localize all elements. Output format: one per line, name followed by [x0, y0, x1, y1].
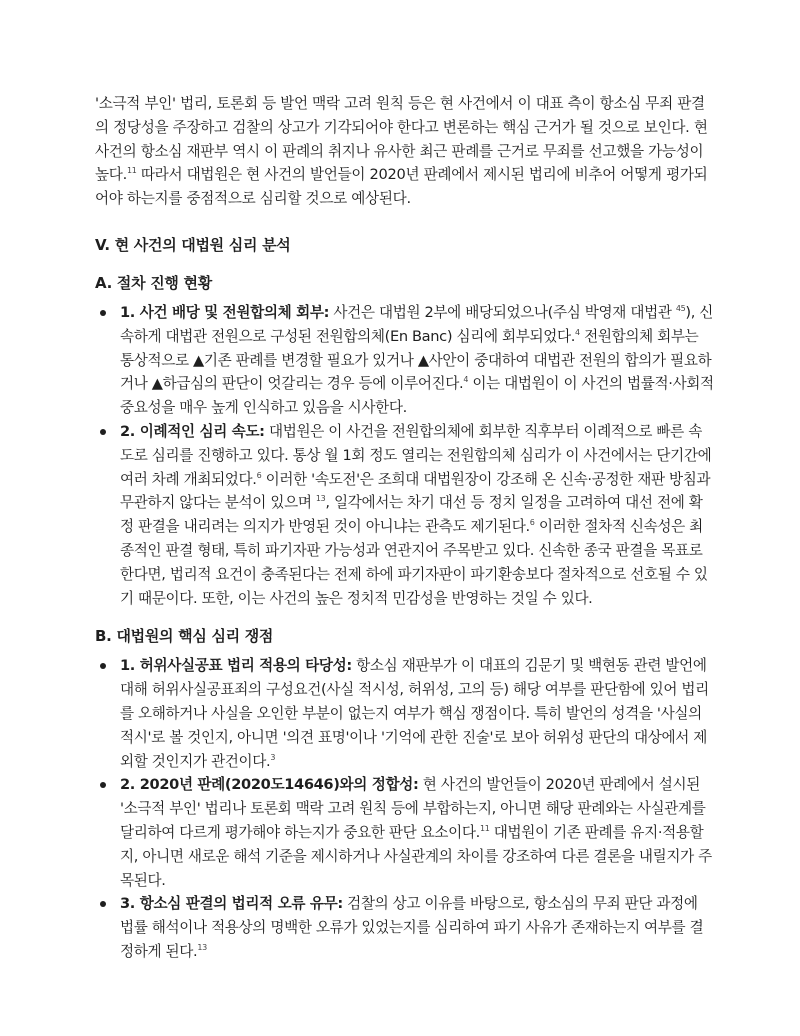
item-label: 2. 2020년 판례(2020도14646)와의 정합성:: [120, 776, 419, 794]
item-text: 이러한 절차적 신속성은 최종적인 판결 형태, 특히 파기자판 가능성과 연관지어 주목받고 있다. 신속한 종국 판결을 목표로 한다면, 법리적 요건이 충족된다는 전제 하에 파기자판이 파기환송보다 절차적으로 선호될 수 있기 때문이다. 또한, 이는 사건의 높은 정치적 민감성을 반영하는 것일 수 있다.: [120, 518, 708, 607]
footnote-ref[interactable]: 6: [529, 518, 535, 528]
bullet-icon: [100, 782, 106, 788]
item-text: 대법원은 이 사건을 전원합의체에 회부한 직후부터 이례적으로 빠른 속도로 심리를 진행하고 있다. 통상 월 1회 정도 열리는 전원합의체 심리가 이 사건에서는 단기간에 여러 차례 개최되었다.: [120, 422, 712, 488]
bullet-icon: [100, 429, 106, 435]
section-a-list: [95, 301, 715, 610]
bullet-icon: [100, 663, 106, 669]
section-a-heading: A. 절차 진행 현황: [95, 273, 212, 292]
item-text: 대법원이 기존 판례를 유지·적용할지, 아니면 새로운 해석 기준을 제시하거나 사실관계의 차이를 강조하여 다른 결론을 내릴지가 주목된다.: [120, 823, 712, 889]
item-label: 1. 허위사실공표 법리 적용의 타당성:: [120, 657, 352, 675]
item-text: 전원합의체 회부는 통상적으로 ▲기존 판례를 변경할 필요가 있거나 ▲사안이 중대하여 대법관 전원의 합의가 필요하거나 ▲하급심의 판단이 엇갈리는 경우 등에 이루어진다.: [120, 327, 712, 393]
bullet-icon: [100, 310, 106, 316]
section-b-heading: B. 대법원의 핵심 심리 쟁점: [95, 627, 274, 646]
footnote-ref[interactable]: 13: [315, 494, 326, 504]
footnote-ref[interactable]: 45: [675, 304, 686, 314]
item-label: 2. 이례적인 심리 속도:: [120, 422, 265, 440]
list-item: [95, 654, 715, 773]
item-text: ), 신속하게 대법관 전원으로 구성된 전원합의체(En Banc) 심리에 회부되었다.: [120, 303, 714, 345]
list-item: [95, 773, 715, 892]
footnote-ref[interactable]: 11: [479, 824, 490, 834]
item-text: , 일각에서는 차기 대선 등 정치 일정을 고려하여 대선 전에 확정 판결을 내리려는 의지가 반영된 것이 아니냐는 관측도 제기된다.: [120, 494, 703, 536]
item-text: 이러한 '속도전'은 조희대 대법원장이 강조해 온 신속·공정한 재판 방침과 무관하지 않다는 분석이 있으며: [120, 470, 711, 512]
footnote-ref[interactable]: 4: [575, 327, 580, 337]
item-text: 검찰의 상고 이유를 바탕으로, 항소심의 무죄 판단 과정에 법률 해석이나 적용상의 명백한 오류가 있었는지를 심리하여 파기 사유가 존재하는지 여부를 결정하게 된다.: [120, 895, 704, 960]
intro-text: 따라서 대법원은 현 사건의 발언들이 2020년 판례에서 제시된 법리에 비추어 어떻게 평가되어야 하는지를 중점적으로 심리할 것으로 예상된다.: [95, 166, 708, 208]
section-v-heading: V. 현 사건의 대법원 심리 분석: [95, 235, 291, 254]
intro-text: '소극적 부인' 법리, 토론회 등 발언 맥락 고려 원칙 등은 현 사건에서 이 대표 측이 항소심 무죄 판결의 정당성을 주장하고 검찰의 상고가 기각되어야 한다고 변론하는 핵심 근거가 될 것으로 보인다. 현 사건의 항소심 재판부 역시 이 판례의 취지나 유사한 최근 판례를 근거로 무죄를 선고했을 가능성이 높다.: [95, 95, 708, 184]
item-text: 항소심 재판부가 이 대표의 김문기 및 백현동 관련 발언에 대해 허위사실공표죄의 구성요건(사실 적시성, 허위성, 고의 등) 해당 여부를 판단함에 있어 법리를 오해하거나 사실을 오인한 부분이 없는지 여부가 핵심 쟁점이다. 특히 발언의 성격을 '사실의 적시'로 볼 것인지, 아니면 '의견 표명'이나 '기억에 관한 진술'로 보아 허위성 판단의 대상에서 제외할 것인지가 관건이다.: [120, 657, 709, 770]
intro-paragraph: [95, 92, 715, 211]
bullet-icon: [100, 901, 106, 907]
item-text: 현 사건의 발언들이 2020년 판례에서 설시된 '소극적 부인' 법리나 토론회 맥락 고려 원칙 등에 부합하는지, 아니면 해당 판례와는 사실관계를 달리하여 다르게 평가해야 하는지가 중요한 판단 요소이다.: [120, 776, 706, 841]
footnote-ref[interactable]: 4: [463, 375, 469, 385]
item-label: 1. 사건 배당 및 전원합의체 회부:: [120, 303, 330, 321]
footnote-ref[interactable]: 6: [256, 470, 262, 480]
section-b-list: [95, 654, 715, 963]
footnote-ref[interactable]: 11: [126, 166, 137, 176]
list-item: [95, 301, 715, 420]
item-text: 사건은 대법원 2부에 배당되었으나(주심 박영재 대법관: [329, 303, 676, 321]
list-item: [95, 420, 715, 610]
item-text: 이는 대법원이 이 사건의 법률적·사회적 중요성을 매우 높게 인식하고 있음을 시사한다.: [120, 375, 714, 417]
footnote-ref[interactable]: 3: [270, 752, 276, 762]
item-label: 3. 항소심 판결의 법리적 오류 유무:: [120, 895, 343, 913]
document-page: [95, 92, 715, 964]
footnote-ref[interactable]: 13: [197, 943, 207, 953]
list-item: [95, 892, 715, 963]
